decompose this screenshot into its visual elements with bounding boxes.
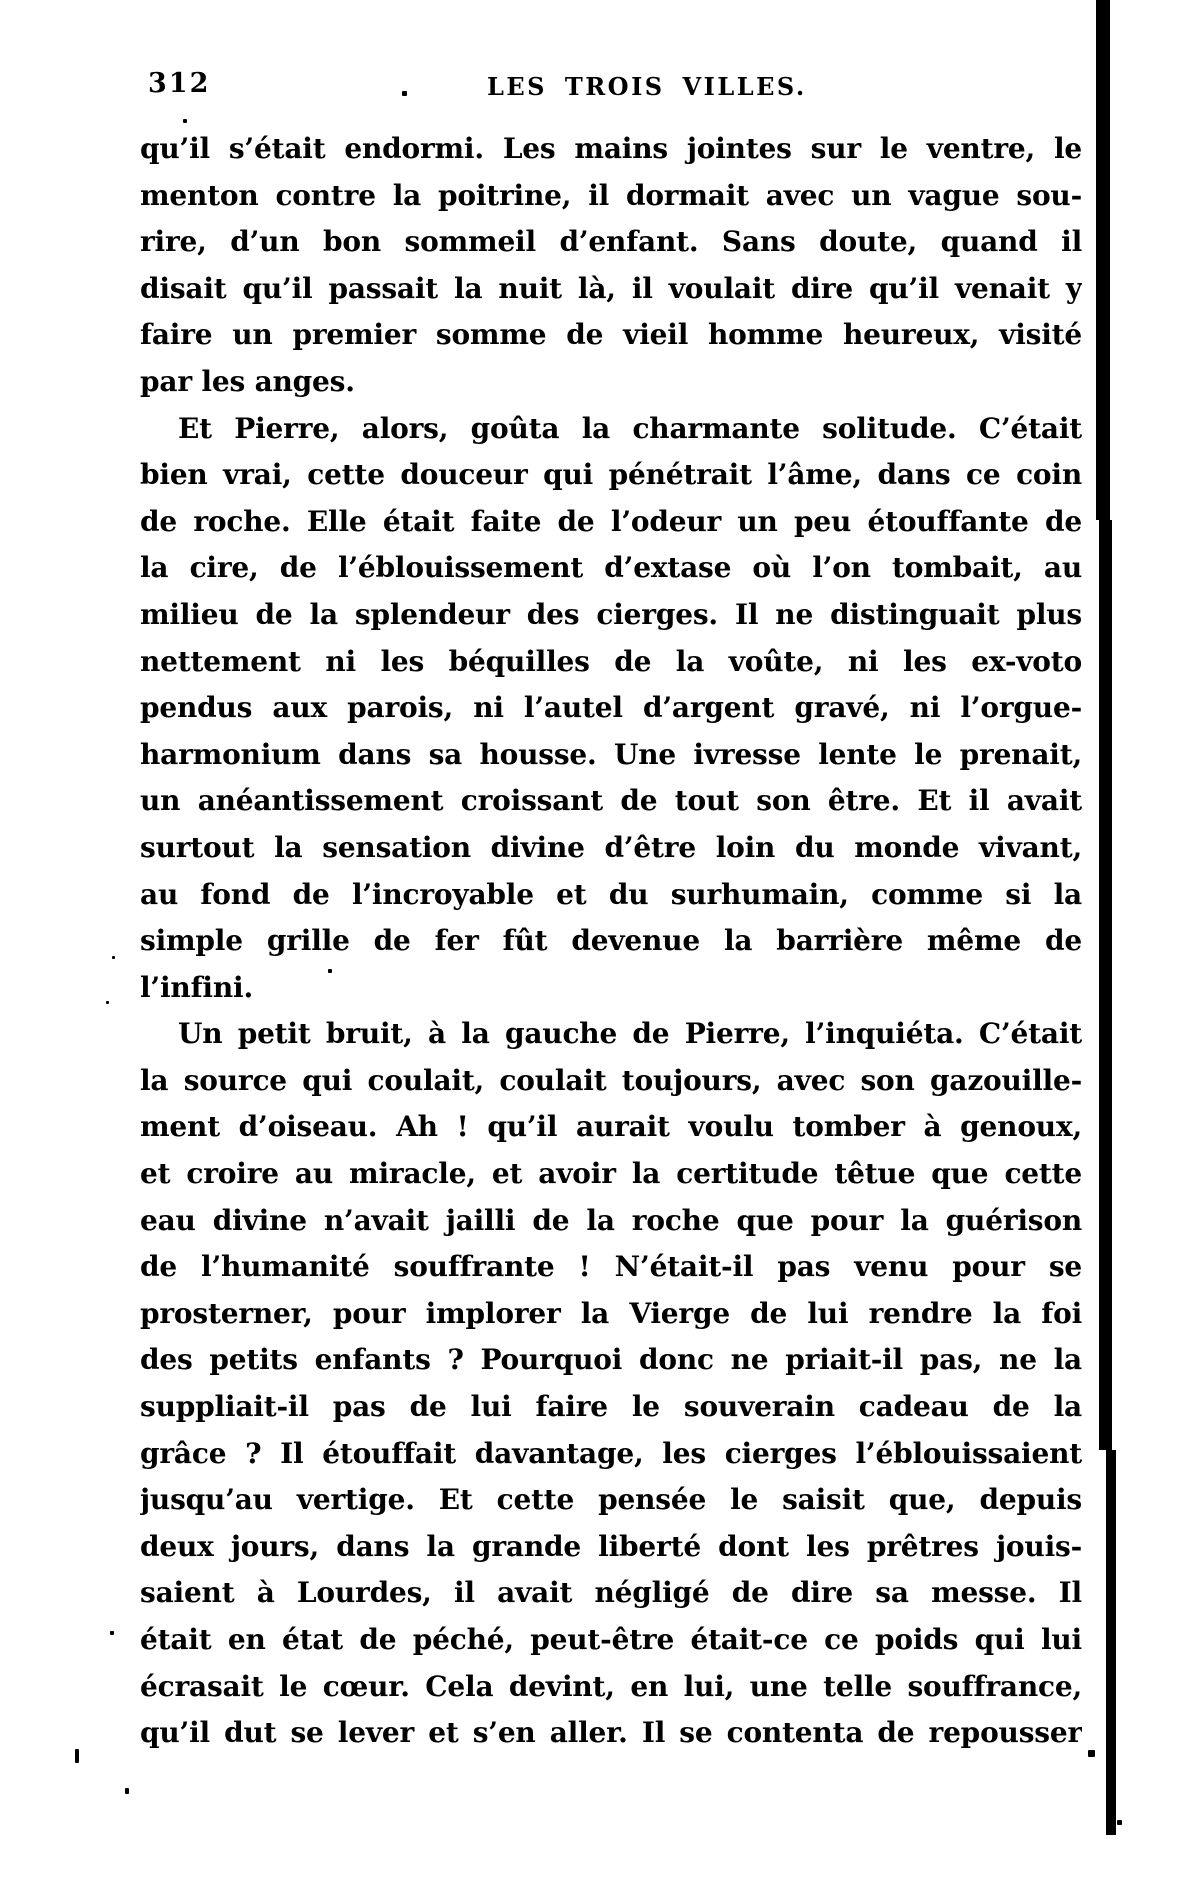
- text-line: nettement ni les béquilles de la voûte, ni les ex-voto: [140, 644, 1082, 678]
- text-line: harmonium dans sa housse. Une ivresse lente le prenait,: [140, 737, 1082, 771]
- text-line: grâce ? Il étouffait davantage, les cierges l’éblouissaient: [140, 1436, 1082, 1470]
- ink-speck: [183, 119, 187, 123]
- paragraph: [140, 406, 1082, 1012]
- text-line: jusqu’au vertige. Et cette pensée le saisit que, depuis: [140, 1483, 1082, 1517]
- text-line: et croire au miracle, et avoir la certitude têtue que cette: [140, 1157, 1082, 1191]
- text-line: simple grille de fer fût devenue la barrière même de: [140, 924, 1082, 958]
- ink-speck: [1117, 1820, 1122, 1825]
- text-line: suppliait-il pas de lui faire le souverain cadeau de la: [140, 1390, 1082, 1424]
- ink-speck: [112, 956, 115, 959]
- text-line: qu’il s’était endormi. Les mains jointes sur le ventre, le: [140, 132, 1082, 165]
- scan-edge-bar: [1096, 0, 1110, 520]
- text-line: bien vrai, cette douceur qui pénétrait l’âme, dans ce coin: [140, 458, 1082, 492]
- text-line: par les anges.: [140, 364, 355, 398]
- paragraph: [140, 126, 1082, 406]
- text-line: faire un premier somme de vieil homme heureux, visité: [140, 318, 1082, 352]
- text-line: deux jours, dans la grande liberté dont les prêtres jouis-: [140, 1529, 1082, 1563]
- scan-edge-bar: [1099, 520, 1112, 1450]
- text-line: au fond de l’incroyable et du surhumain, comme si la: [140, 877, 1082, 911]
- scan-edge-bar: [1106, 1450, 1116, 1835]
- text-line: Un petit bruit, à la gauche de Pierre, l’inquiéta. C’était: [178, 1017, 1082, 1051]
- ink-speck: [402, 91, 407, 96]
- running-title: LES TROIS VILLES.: [487, 72, 807, 101]
- text-line: saient à Lourdes, il avait négligé de dire sa messe. Il: [140, 1576, 1082, 1610]
- ink-speck: [125, 1788, 129, 1794]
- text-line: disait qu’il passait la nuit là, il voulait dire qu’il venait y: [140, 271, 1082, 305]
- text-line: Et Pierre, alors, goûta la charmante solitude. C’était: [178, 411, 1082, 445]
- text-line: surtout la sensation divine d’être loin du monde vivant,: [140, 830, 1082, 864]
- text-line: de l’humanité souffrante ! N’était-il pas venu pour se: [140, 1250, 1082, 1284]
- text-line: la cire, de l’éblouissement d’extase où l’on tombait, au: [140, 551, 1082, 585]
- text-line: un anéantissement croissant de tout son être. Et il avait: [140, 784, 1082, 818]
- text-line: menton contre la poitrine, il dormait avec un vague sou-: [140, 178, 1082, 212]
- ink-speck: [75, 1749, 79, 1763]
- text-line: eau divine n’avait jailli de la roche que pour la guérison: [140, 1203, 1082, 1237]
- text-line: la source qui coulait, coulait toujours, avec son gazouille-: [140, 1063, 1082, 1097]
- text-line: de roche. Elle était faite de l’odeur un peu étouffante de: [140, 504, 1082, 538]
- ink-speck: [328, 969, 332, 973]
- text-line: pendus aux parois, ni l’autel d’argent gravé, ni l’orgue-: [140, 691, 1082, 725]
- body-text: [140, 126, 1082, 1757]
- text-line: milieu de la splendeur des cierges. Il ne distinguait plus: [140, 597, 1082, 631]
- text-line: était en état de péché, peut-être était-ce ce poids qui lui: [140, 1623, 1082, 1656]
- text-line: qu’il dut se lever et s’en aller. Il se contenta de repousser: [140, 1716, 1082, 1750]
- ink-speck: [110, 1631, 114, 1635]
- text-line: l’infini.: [140, 970, 254, 1004]
- text-line: des petits enfants ? Pourquoi donc ne priait-il pas, ne la: [140, 1343, 1082, 1377]
- ink-speck: [1088, 1750, 1095, 1757]
- text-line: prosterner, pour implorer la Vierge de lui rendre la foi: [140, 1296, 1082, 1330]
- text-line: rire, d’un bon sommeil d’enfant. Sans doute, quand il: [140, 225, 1082, 259]
- text-line: écrasait le cœur. Cela devint, en lui, une telle souffrance,: [140, 1669, 1082, 1703]
- paragraph: [140, 1011, 1082, 1757]
- ink-speck: [106, 1001, 109, 1004]
- page-number: 312: [148, 68, 211, 99]
- text-line: ment d’oiseau. Ah ! qu’il aurait voulu tomber à genoux,: [140, 1110, 1082, 1144]
